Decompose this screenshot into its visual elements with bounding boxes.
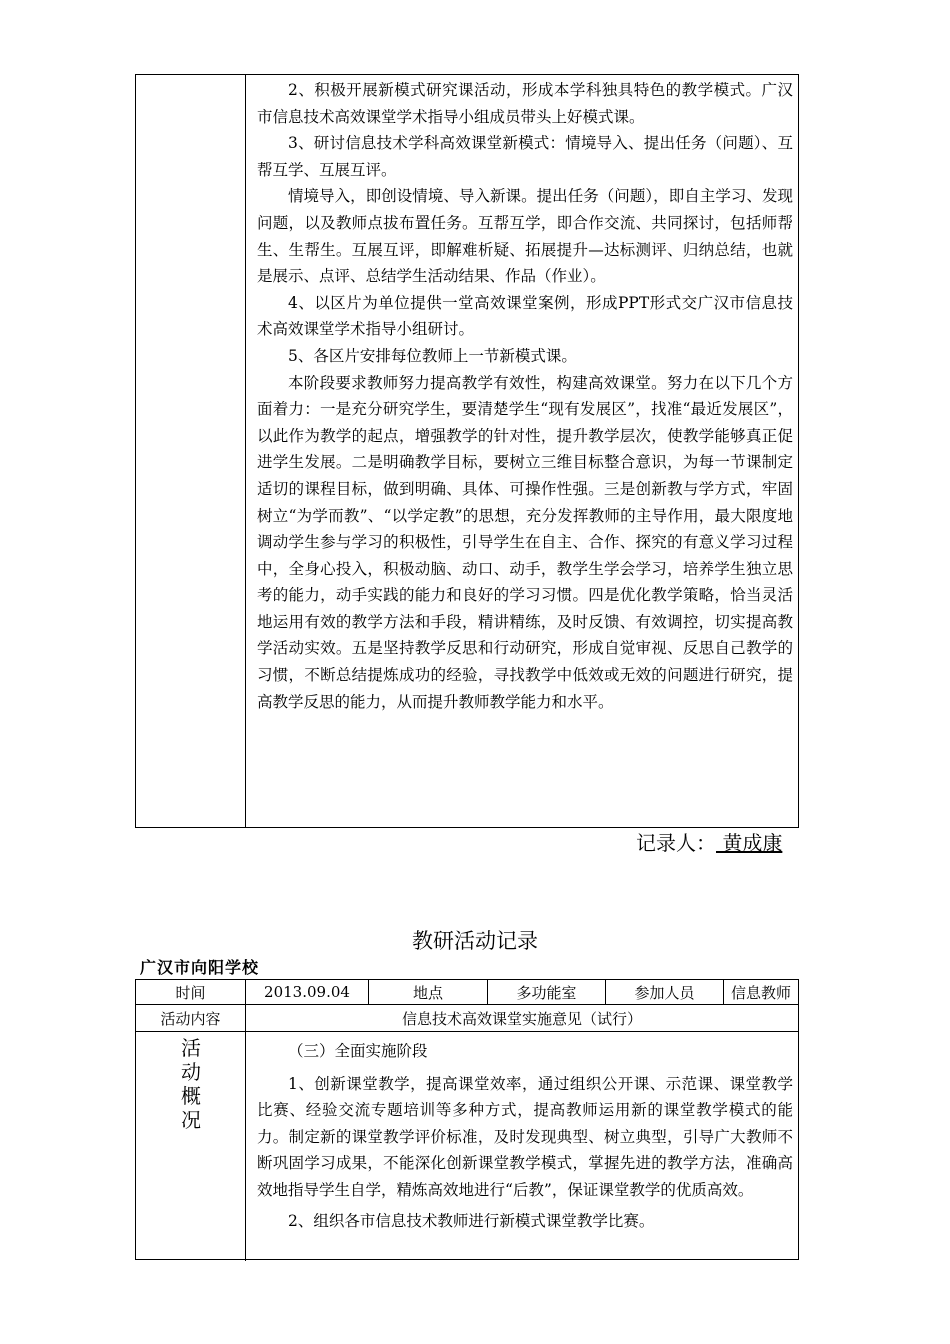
record-title: 教研活动记录 <box>412 929 538 953</box>
label-column <box>136 75 246 827</box>
overview-label-cell <box>136 1032 246 1261</box>
place-value: 多功能室 <box>488 980 606 1004</box>
record-table-continued <box>135 74 799 828</box>
record-table <box>135 979 799 1260</box>
content-row <box>136 1005 798 1032</box>
overview-label <box>136 1036 246 1132</box>
overview-char: 概 <box>181 1084 201 1108</box>
record-content <box>257 77 793 715</box>
participants-value: 信息教师 <box>730 983 791 1002</box>
paragraph: 1、创新课堂教学，提高课堂效率，通过组织公开课、示范课、课堂教学比赛、经验交流专题培训等多种方式，提高教师运用新的课堂教学模式的能力。制定新的课堂教学评价标准，及时发现典型、树立典型，引导广大教师不断巩固学习成果，不能深化创新课堂教学模式，掌握先进的教学方法，准确高效地指导学生自学，精炼高效地进行“后教”，保证课堂教学的优质高效。 <box>257 1074 793 1199</box>
paragraph: 4、以区片为单位提供一堂高效课堂案例，形成PPT形式交广汉市信息技术高效课堂学术指导小组研讨。 <box>257 293 793 339</box>
paragraph: 2、积极开展新模式研究课活动，形成本学科独具特色的教学模式。广汉市信息技术高效课堂学术指导小组成员带头上好模式课。 <box>257 81 793 126</box>
paragraph: 情境导入，即创设情境、导入新课。提出任务（问题），即自主学习、发现问题，以及教师点拔布置任务。互帮互学，即合作交流、共同探讨，包括师帮生、生帮生。互展互评，即解难析疑、拓展提升—达标测评、归纳总结，也就是展示、点评、总结学生活动结果、作品（作业）。 <box>257 187 793 286</box>
paragraph: 3、研讨信息技术学科高效课堂新模式：情境导入、提出任务（问题）、互帮互学、互展互评。 <box>257 134 793 179</box>
time-label: 时间 <box>136 980 246 1004</box>
recorder-label: 记录人： <box>636 831 716 855</box>
participants-label: 参加人员 <box>606 980 724 1004</box>
place-label: 地点 <box>369 980 488 1004</box>
recorder-name: 黄成康 <box>716 831 783 855</box>
content-value: 信息技术高效课堂实施意见（试行） <box>401 1009 642 1028</box>
overview-char: 况 <box>181 1108 201 1132</box>
school-name: 广汉市向阳学校 <box>140 958 260 977</box>
recorder-line <box>636 828 782 858</box>
time-value: 2013.09.04 <box>246 980 369 1004</box>
overview-char: 活 <box>181 1036 201 1060</box>
paragraph: 5、各区片安排每位教师上一节新模式课。 <box>288 346 577 365</box>
paragraph: 本阶段要求教师努力提高教学有效性，构建高效课堂。努力在以下几个方面着力：一是充分研究学生，要清楚学生“现有发展区”，找准“最近发展区”，以此作为教学的起点，增强教学的针对性，提升教学层次，使教学能够真正促进学生发展。二是明确教学目标，要树立三维目标整合意识，为每一节课制定适切的课程目标，做到明确、具体、可操作性强。三是创新教与学方式，牢固树立“为学而教”、“以学定教”的思想，充分发挥教师的主导作用，最大限度地调动学生参与学习的积极性，引导学生在自主、合作、探究的有意义学习过程中，全身心投入，积极动脑、动口、动手，教学生学会学习，培养学生独立思考的能力，动手实践的能力和良好的学习习惯。四是优化教学策略，恰当灵活地运用有效的教学方法和手段，精讲精练，及时反馈、有效调控，切实提高教学活动实效。五是坚持教学反思和行动研究，形成自觉审视、反思自己教学的习惯，不断总结提炼成功的经验，寻找教学中低效或无效的问题进行研究，提高教学反思的能力，从而提升教师教学能力和水平。 <box>257 373 793 711</box>
content-label: 活动内容 <box>136 1005 246 1031</box>
paragraph: 2、组织各市信息技术教师进行新模式课堂教学比赛。 <box>288 1211 655 1230</box>
header-row <box>136 980 798 1005</box>
overview-char: 动 <box>181 1060 201 1084</box>
overview-content <box>257 1038 793 1234</box>
section-heading: （三）全面实施阶段 <box>288 1042 428 1060</box>
